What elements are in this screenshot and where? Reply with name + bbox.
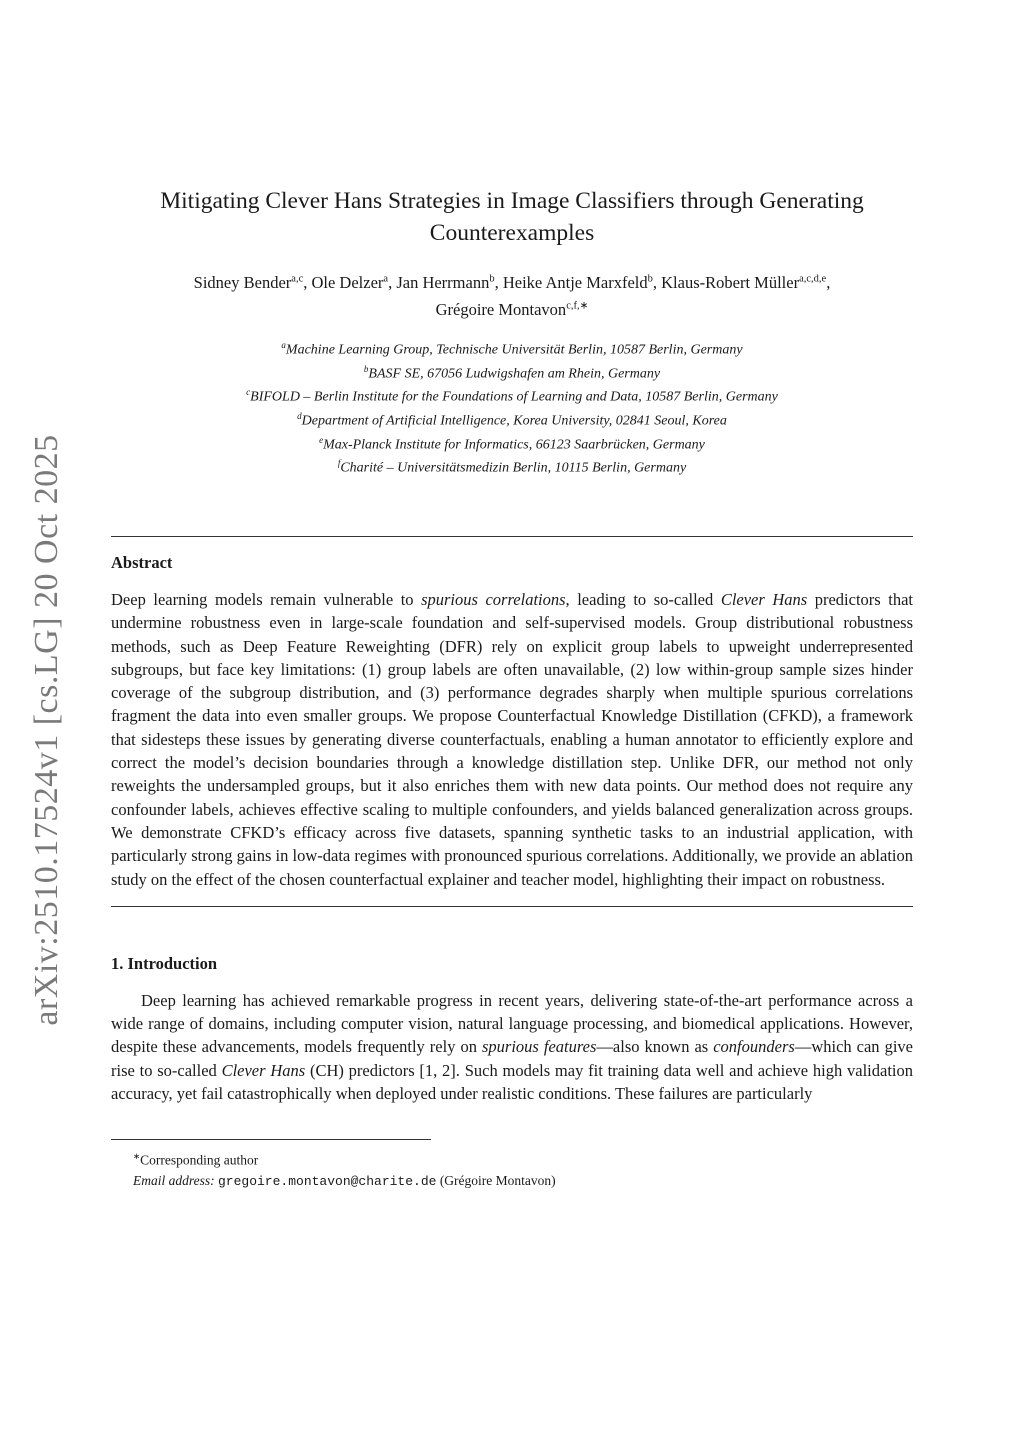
affiliation: $^a$Machine Learning Group, Technische Universität Berlin, 10587 Berlin, Germany	[281, 340, 743, 358]
author: Jan Herrmann$^b$,	[396, 272, 503, 292]
paper-page	[111, 0, 913, 1192]
title-line-1: Mitigating Clever Hans Strategies in Image Classifiers through Generating	[160, 188, 864, 214]
affiliation: $^e$Max-Planck Institute for Informatics, 66123 Saarbrücken, Germany	[319, 434, 705, 453]
affiliation: $^c$BIFOLD – Berlin Institute for the Foundations of Learning and Data, 10587 Berlin, Germany	[246, 387, 778, 405]
abstract-bottom-rule	[111, 906, 913, 907]
affiliation: $^d$Department of Artificial Intelligence, Korea University, 02841 Seoul, Korea	[297, 410, 727, 429]
paper-title	[111, 185, 913, 249]
title-line-2: Counterexamples	[429, 220, 595, 246]
author-list	[111, 267, 913, 322]
author: Heike Antje Marxfeld$^b$,	[502, 272, 662, 292]
introduction-paragraph: Deep learning has achieved remarkable progress in recent years, delivering state-of-the-art performance across a wide range of domains, including computer vision, natural language processing, and biomedical applications. However, despite these advancements, models frequently rely on spurious features—also known as confounders—which can give rise to so-called Clever Hans (CH) predictors [1, 2]. Such models may fit training data well and achieve high validation accuracy, yet fail catastrophically when deployed under realistic conditions. These failures are particularly	[111, 990, 913, 1103]
footnote-email: Email address: gregoire.montavon@charite.de (Grégoire Montavon)	[133, 1172, 556, 1189]
footnote-rule	[111, 1139, 431, 1140]
affiliation: $^b$BASF SE, 67056 Ludwigshafen am Rhein, Germany	[363, 363, 661, 382]
author: Ole Delzer$^a$,	[311, 272, 397, 292]
author: Klaus-Robert Müller$^{a,c,d,e}$,	[661, 272, 831, 292]
arxiv-side-stamp: arXiv:2510.17524v1 [cs.LG] 20 Oct 2025	[28, 434, 65, 1026]
author: Sidney Bender$^{a,c}$,	[193, 272, 312, 292]
footnote	[111, 1146, 913, 1192]
abstract-top-rule	[111, 536, 913, 537]
email-address[interactable]: gregoire.montavon@charite.de	[218, 1173, 437, 1189]
footnote-corresponding: ∗Corresponding author	[133, 1151, 259, 1168]
section-heading-introduction: 1. Introduction	[111, 953, 218, 973]
abstract-body: Deep learning models remain vulnerable to spurious correlations, leading to so-called Clever Hans predictors that undermine robustness even in large-scale foundation and self-supervised models. Group distributional robustness methods, such as Deep Feature Reweighting (DFR) rely on explicit group labels to upweight underrepresented subgroups, but face key limitations: (1) group labels are often unavailable, (2) low within-group sample sizes hinder coverage of the subgroup distribution, and (3) performance degrades sharply when multiple spurious correlations fragment the data into even smaller groups. We propose Counterfactual Knowledge Distillation (CFKD), a framework that sidesteps these issues by generating diverse counterfactuals, enabling a human annotator to efficiently explore and correct the model’s decision boundaries through a knowledge distillation step. Unlike DFR, our method not only reweights the undersampled groups, but it also enriches them with new data points. Our method does not require any confounder labels, achieves effective scaling to multiple confounders, and yields balanced generalization across groups. We demonstrate CFKD’s efficacy across five datasets, spanning synthetic tasks to an industrial application, with particularly strong gains in low-data regimes with pronounced spurious correlations. Additionally, we provide an ablation study on the effect of the chosen counterfactual explainer and teacher model, highlighting their impact on robustness.	[111, 589, 913, 889]
affiliation-list	[111, 336, 913, 478]
author: Grégoire Montavon$^{c,f,∗}$	[435, 300, 589, 319]
abstract-heading: Abstract	[111, 552, 173, 572]
affiliation: $^f$Charité – Universitätsmedizin Berlin, 10115 Berlin, Germany	[337, 458, 687, 476]
